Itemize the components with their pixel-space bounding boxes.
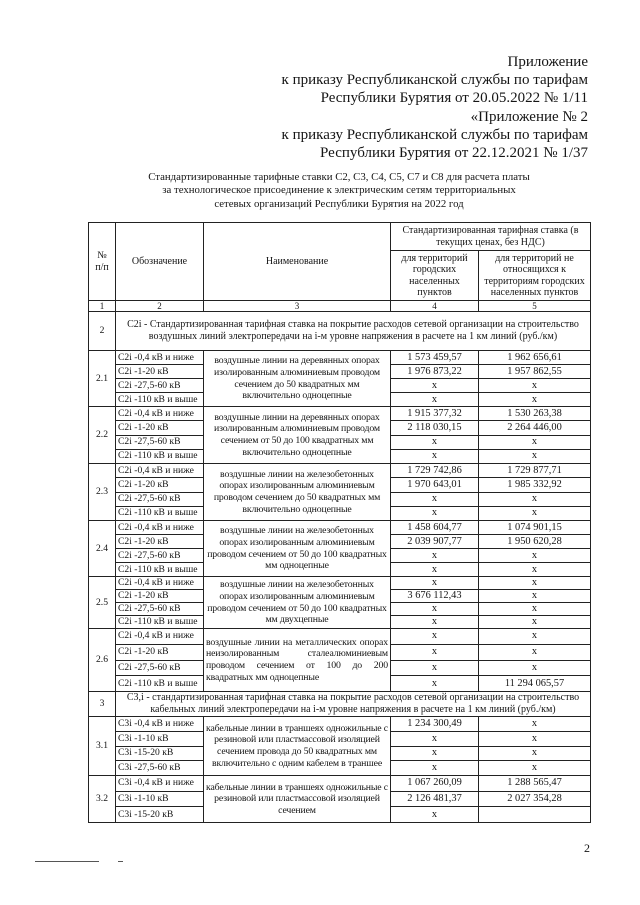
table-row: [89, 351, 591, 365]
section-row: [89, 312, 591, 351]
designation-cell: С2i -1-20 кВ: [116, 421, 204, 435]
appendix-line: к приказу Республиканской службы по тарифам: [281, 72, 588, 89]
urban-rate-cell: х: [391, 577, 479, 590]
group-number: 2.2: [89, 407, 116, 464]
urban-rate-cell: 1 976 873,22: [391, 365, 479, 379]
group-number: 3.1: [89, 717, 116, 776]
name-cell: воздушные линии на деревянных опорах изолированным алюминиевым проводом сечением до 50 квадратных мм включительно одноцепные: [204, 351, 391, 407]
urban-rate-cell: х: [391, 393, 479, 407]
designation-cell: С2i -110 кВ и выше: [116, 676, 204, 692]
urban-rate-cell: х: [391, 629, 479, 645]
urban-rate-cell: х: [391, 761, 479, 776]
urban-rate-cell: х: [391, 492, 479, 506]
designation-cell: С2i -110 кВ и выше: [116, 563, 204, 577]
col-header-rural: для территорий не относящихся к территориям городских населенных пунктов: [479, 251, 591, 301]
col-header-num: № п/п: [89, 223, 116, 301]
designation-cell: С2i -27,5-60 кВ: [116, 492, 204, 506]
table-row: [89, 629, 591, 645]
table-row: [89, 407, 591, 421]
rural-rate-cell: х: [479, 629, 591, 645]
urban-rate-cell: х: [391, 644, 479, 660]
rural-rate-cell: х: [479, 761, 591, 776]
rural-rate-cell: х: [479, 616, 591, 629]
page-number: 2: [584, 841, 590, 855]
section-title: С3,i - стандартизированная тарифная ставка на покрытие расходов сетевой организации на строительство кабельных линий электропередачи на i-м уровне напряжения в расчете на 1 км линий (руб./км): [116, 692, 591, 717]
designation-cell: С2i -0,4 кВ и ниже: [116, 407, 204, 421]
urban-rate-cell: х: [391, 616, 479, 629]
urban-rate-cell: 1 234 300,49: [391, 717, 479, 732]
section-number: 3: [89, 692, 116, 717]
group-number: 2.6: [89, 629, 116, 692]
rural-rate-cell: 2 027 354,28: [479, 791, 591, 807]
column-number: 5: [479, 301, 591, 312]
tariff-rates-table: [88, 222, 591, 823]
appendix-line: к приказу Республиканской службы по тарифам: [281, 126, 588, 143]
rural-rate-cell: х: [479, 644, 591, 660]
designation-cell: С2i -1-20 кВ: [116, 590, 204, 603]
rural-rate-cell: х: [479, 590, 591, 603]
rural-rate-cell: 2 264 446,00: [479, 421, 591, 435]
name-cell: кабельные линии в траншеях одножильные с резиновой или пластмассовой изоляцией сечением провода до 50 квадратных мм включительно с одним кабелем в траншее: [204, 717, 391, 776]
col-header-name: Наименование: [204, 223, 391, 301]
appendix-header: [282, 53, 588, 162]
urban-rate-cell: х: [391, 746, 479, 761]
col-header-designation: Обозначение: [116, 223, 204, 301]
urban-rate-cell: х: [391, 379, 479, 393]
column-number: 2: [116, 301, 204, 312]
rural-rate-cell: х: [479, 506, 591, 520]
designation-cell: С2i -110 кВ и выше: [116, 393, 204, 407]
scan-artifact-line: [35, 861, 99, 862]
urban-rate-cell: х: [391, 676, 479, 692]
table-row: [89, 717, 591, 732]
rural-rate-cell: х: [479, 577, 591, 590]
designation-cell: С2i -1-20 кВ: [116, 365, 204, 379]
rural-rate-cell: х: [479, 746, 591, 761]
designation-cell: С2i -110 кВ и выше: [116, 449, 204, 463]
designation-cell: С3i -27,5-60 кВ: [116, 761, 204, 776]
designation-cell: С2i -1-20 кВ: [116, 535, 204, 549]
rural-rate-cell: х: [479, 492, 591, 506]
urban-rate-cell: 1 970 643,01: [391, 478, 479, 492]
designation-cell: С2i -27,5-60 кВ: [116, 549, 204, 563]
rural-rate-cell: 1 729 877,71: [479, 464, 591, 478]
table-row: [89, 577, 591, 590]
scan-artifact-dash: [118, 861, 123, 862]
table-row: [89, 521, 591, 535]
designation-cell: С3i -15-20 кВ: [116, 807, 204, 823]
designation-cell: С2i -27,5-60 кВ: [116, 603, 204, 616]
group-number: 2.3: [89, 464, 116, 521]
rural-rate-cell: х: [479, 449, 591, 463]
designation-cell: С2i -0,4 кВ и ниже: [116, 521, 204, 535]
designation-cell: С2i -0,4 кВ и ниже: [116, 577, 204, 590]
group-number: 2.5: [89, 577, 116, 629]
table-row: [89, 464, 591, 478]
name-cell: воздушные линии на железобетонных опорах изолированным алюминиевым проводом сечением до 50 квадратных мм включительно одноцепные: [204, 464, 391, 521]
rural-rate-cell: 11 294 065,57: [479, 676, 591, 692]
rural-rate-cell: х: [479, 563, 591, 577]
name-cell: кабельные линии в траншеях одножильные с резиновой или пластмассовой изоляцией сечением: [204, 776, 391, 823]
rural-rate-cell: х: [479, 717, 591, 732]
urban-rate-cell: 1 458 604,77: [391, 521, 479, 535]
rural-rate-cell: 1 074 901,15: [479, 521, 591, 535]
title-line: Стандартизированные тарифные ставки С2, С3, С4, С5, С7 и С8 для расчета платы: [148, 171, 530, 183]
designation-cell: С2i -110 кВ и выше: [116, 506, 204, 520]
urban-rate-cell: х: [391, 563, 479, 577]
name-cell: воздушные линии на железобетонных опорах изолированным алюминиевым проводом сечением от 50 до 100 квадратных мм двухцепные: [204, 577, 391, 629]
urban-rate-cell: 1 573 459,57: [391, 351, 479, 365]
urban-rate-cell: х: [391, 660, 479, 676]
urban-rate-cell: 1 067 260,09: [391, 776, 479, 792]
urban-rate-cell: 1 915 377,32: [391, 407, 479, 421]
rural-rate-cell: х: [479, 393, 591, 407]
urban-rate-cell: х: [391, 731, 479, 746]
name-cell: воздушные линии на деревянных опорах изолированным алюминиевым проводом сечением от 50 до 100 квадратных мм включительно одноцепные: [204, 407, 391, 464]
table-header-row: [89, 223, 591, 251]
appendix-line: Республики Бурятия от 20.05.2022 № 1/11: [320, 90, 588, 107]
designation-cell: С3i -1-10 кВ: [116, 731, 204, 746]
designation-cell: С3i -0,4 кВ и ниже: [116, 776, 204, 792]
urban-rate-cell: х: [391, 549, 479, 563]
column-number-row: [89, 301, 591, 312]
rural-rate-cell: [479, 807, 591, 823]
designation-cell: С2i -1-20 кВ: [116, 478, 204, 492]
urban-rate-cell: х: [391, 435, 479, 449]
rural-rate-cell: 1 957 862,55: [479, 365, 591, 379]
rural-rate-cell: х: [479, 660, 591, 676]
group-number: 2.1: [89, 351, 116, 407]
rural-rate-cell: 1 950 620,28: [479, 535, 591, 549]
rural-rate-cell: х: [479, 549, 591, 563]
designation-cell: С2i -0,4 кВ и ниже: [116, 351, 204, 365]
group-number: 3.2: [89, 776, 116, 823]
urban-rate-cell: 2 126 481,37: [391, 791, 479, 807]
urban-rate-cell: 3 676 112,43: [391, 590, 479, 603]
urban-rate-cell: 1 729 742,86: [391, 464, 479, 478]
designation-cell: С2i -1-20 кВ: [116, 644, 204, 660]
urban-rate-cell: х: [391, 807, 479, 823]
section-number: 2: [89, 312, 116, 351]
designation-cell: С2i -110 кВ и выше: [116, 616, 204, 629]
name-cell: воздушные линии на железобетонных опорах изолированным алюминиевым проводом сечением от 50 до 100 квадратных мм одноцепные: [204, 521, 391, 577]
col-header-urban: для территорий городских населенных пунктов: [391, 251, 479, 301]
column-number: 4: [391, 301, 479, 312]
document-title: [88, 171, 590, 211]
table-row: [89, 776, 591, 792]
appendix-line: Республики Бурятия от 22.12.2021 № 1/37: [320, 145, 588, 162]
designation-cell: С3i -0,4 кВ и ниже: [116, 717, 204, 732]
rural-rate-cell: х: [479, 731, 591, 746]
rural-rate-cell: 1 288 565,47: [479, 776, 591, 792]
designation-cell: С2i -27,5-60 кВ: [116, 660, 204, 676]
group-number: 2.4: [89, 521, 116, 577]
appendix-line: «Приложение № 2: [470, 108, 588, 125]
urban-rate-cell: х: [391, 506, 479, 520]
designation-cell: С3i -15-20 кВ: [116, 746, 204, 761]
urban-rate-cell: 2 118 030,15: [391, 421, 479, 435]
urban-rate-cell: х: [391, 603, 479, 616]
table-body: [89, 312, 591, 823]
urban-rate-cell: х: [391, 449, 479, 463]
designation-cell: С2i -27,5-60 кВ: [116, 435, 204, 449]
section-row: [89, 692, 591, 717]
rural-rate-cell: 1 530 263,38: [479, 407, 591, 421]
designation-cell: С3i -1-10 кВ: [116, 791, 204, 807]
rural-rate-cell: 1 962 656,61: [479, 351, 591, 365]
column-number: 1: [89, 301, 116, 312]
rural-rate-cell: х: [479, 379, 591, 393]
rural-rate-cell: 1 985 332,92: [479, 478, 591, 492]
column-number: 3: [204, 301, 391, 312]
section-title: С2i - Стандартизированная тарифная ставка на покрытие расходов сетевой организации на строительство воздушных линий электропередачи на i-м уровне напряжения в расчете на 1 км линий (руб./км): [116, 312, 591, 351]
rural-rate-cell: х: [479, 603, 591, 616]
title-line: за технологическое присоединение к электрическим сетям территориальных: [162, 184, 516, 197]
name-cell: воздушные линии на металлических опорах неизолированным сталеалюминиевым проводом сечением от 100 до 200 квадратных мм одноцепные: [204, 629, 391, 692]
appendix-line: Приложение: [507, 54, 588, 70]
designation-cell: С2i -0,4 кВ и ниже: [116, 464, 204, 478]
designation-cell: С2i -0,4 кВ и ниже: [116, 629, 204, 645]
rural-rate-cell: х: [479, 435, 591, 449]
col-header-rate: Стандартизированная тарифная ставка (в текущих ценах, без НДС): [391, 223, 591, 251]
title-line: сетевых организаций Республики Бурятия на 2022 год: [214, 197, 464, 210]
designation-cell: С2i -27,5-60 кВ: [116, 379, 204, 393]
urban-rate-cell: 2 039 907,77: [391, 535, 479, 549]
